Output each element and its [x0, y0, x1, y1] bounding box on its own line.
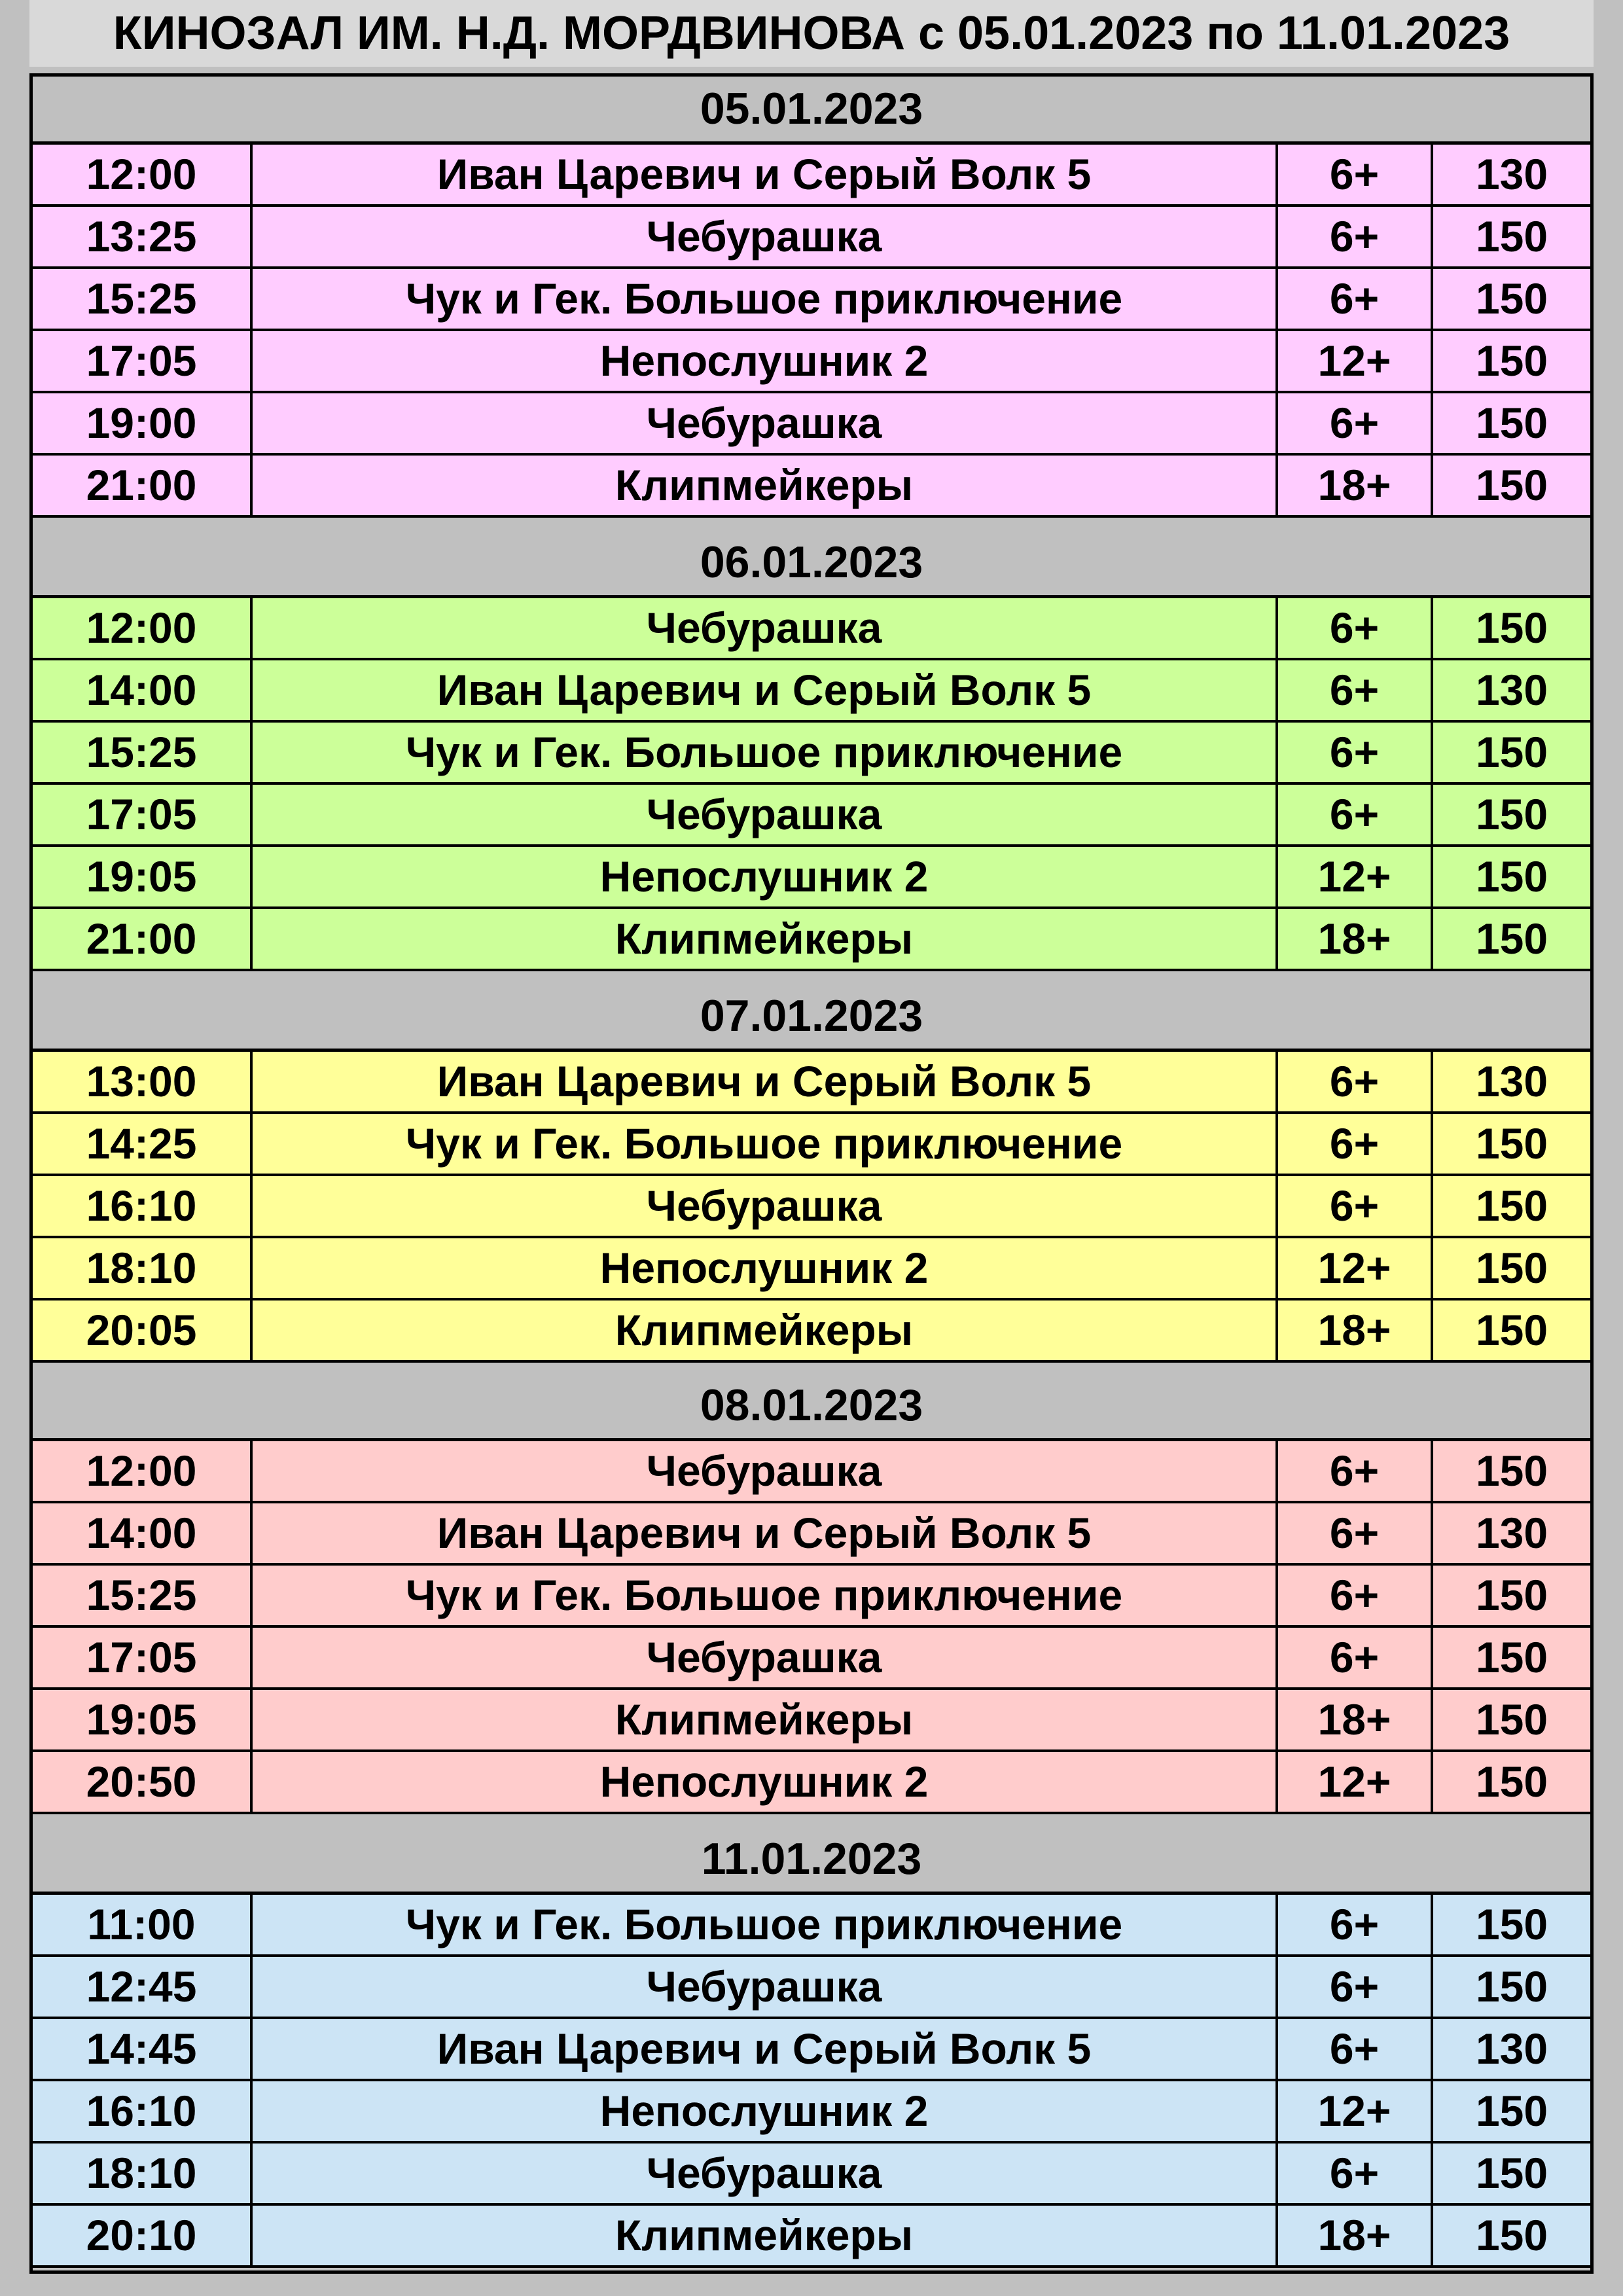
- table-row: [33, 1689, 1590, 1751]
- film-title: Непослушник 2: [251, 2080, 1277, 2142]
- ticket-price: 150: [1432, 1751, 1590, 1813]
- session-time: 14:45: [33, 2018, 251, 2080]
- ticket-price: 150: [1432, 1299, 1590, 1361]
- session-time: 12:00: [33, 143, 251, 206]
- table-row: [33, 1050, 1590, 1113]
- session-time: 12:45: [33, 1956, 251, 2018]
- film-title: Иван Царевич и Серый Волк 5: [251, 143, 1277, 206]
- film-title: Непослушник 2: [251, 846, 1277, 908]
- session-time: 17:05: [33, 1626, 251, 1689]
- age-rating: 6+: [1277, 268, 1432, 330]
- table-row: [33, 1237, 1590, 1299]
- ticket-price: 150: [1432, 783, 1590, 846]
- table-row: [33, 659, 1590, 721]
- table-row: [33, 2142, 1590, 2204]
- session-time: 19:05: [33, 846, 251, 908]
- table-row: [33, 1299, 1590, 1361]
- ticket-price: 150: [1432, 2080, 1590, 2142]
- age-rating: 6+: [1277, 143, 1432, 206]
- session-time: 13:25: [33, 206, 251, 268]
- film-title: Клипмейкеры: [251, 1299, 1277, 1361]
- ticket-price: 150: [1432, 2204, 1590, 2267]
- session-time: 20:10: [33, 2204, 251, 2267]
- age-rating: 6+: [1277, 1564, 1432, 1626]
- film-title: Иван Царевич и Серый Волк 5: [251, 2018, 1277, 2080]
- film-title: Чебурашка: [251, 1626, 1277, 1689]
- ticket-price: 150: [1432, 1440, 1590, 1503]
- day-table: [33, 1049, 1590, 1363]
- day-table: [33, 1438, 1590, 1814]
- film-title: Непослушник 2: [251, 330, 1277, 392]
- ticket-price: 130: [1432, 1050, 1590, 1113]
- ticket-price: 150: [1432, 597, 1590, 660]
- ticket-price: 150: [1432, 846, 1590, 908]
- ticket-price: 150: [1432, 1237, 1590, 1299]
- session-time: 18:10: [33, 1237, 251, 1299]
- age-rating: 6+: [1277, 206, 1432, 268]
- session-time: 11:00: [33, 1893, 251, 1956]
- day-header: 08.01.2023: [700, 1380, 923, 1430]
- film-title: Чебурашка: [251, 783, 1277, 846]
- schedule-title: КИНОЗАЛ ИМ. Н.Д. МОРДВИНОВА с 05.01.2023 по 11.01.2023: [29, 0, 1594, 67]
- age-rating: 6+: [1277, 597, 1432, 660]
- schedule-sheet: [29, 73, 1594, 2274]
- ticket-price: 150: [1432, 908, 1590, 970]
- day-header: 05.01.2023: [700, 84, 923, 134]
- film-title: Клипмейкеры: [251, 1689, 1277, 1751]
- table-row: [33, 721, 1590, 783]
- age-rating: 6+: [1277, 1502, 1432, 1564]
- age-rating: 6+: [1277, 1440, 1432, 1503]
- film-title: Чебурашка: [251, 1440, 1277, 1503]
- day-header: 06.01.2023: [700, 537, 923, 587]
- table-row: [33, 1626, 1590, 1689]
- film-title: Непослушник 2: [251, 1751, 1277, 1813]
- table-row: [33, 2018, 1590, 2080]
- session-time: 17:05: [33, 783, 251, 846]
- ticket-price: 150: [1432, 1564, 1590, 1626]
- session-time: 12:00: [33, 1440, 251, 1503]
- age-rating: 6+: [1277, 1893, 1432, 1956]
- ticket-price: 130: [1432, 1502, 1590, 1564]
- film-title: Чебурашка: [251, 1956, 1277, 2018]
- film-title: Иван Царевич и Серый Волк 5: [251, 659, 1277, 721]
- table-row: [33, 2080, 1590, 2142]
- table-row: [33, 206, 1590, 268]
- session-time: 15:25: [33, 721, 251, 783]
- ticket-price: 150: [1432, 268, 1590, 330]
- age-rating: 6+: [1277, 1626, 1432, 1689]
- film-title: Чебурашка: [251, 206, 1277, 268]
- age-rating: 12+: [1277, 330, 1432, 392]
- table-row: [33, 330, 1590, 392]
- ticket-price: 130: [1432, 2018, 1590, 2080]
- table-row: [33, 268, 1590, 330]
- age-rating: 6+: [1277, 659, 1432, 721]
- ticket-price: 150: [1432, 206, 1590, 268]
- ticket-price: 130: [1432, 143, 1590, 206]
- session-time: 14:00: [33, 659, 251, 721]
- day-table: [33, 595, 1590, 971]
- table-row: [33, 1751, 1590, 1813]
- film-title: Чук и Гек. Большое приключение: [251, 268, 1277, 330]
- film-title: Иван Царевич и Серый Волк 5: [251, 1050, 1277, 1113]
- session-time: 17:05: [33, 330, 251, 392]
- film-title: Клипмейкеры: [251, 454, 1277, 516]
- session-time: 13:00: [33, 1050, 251, 1113]
- ticket-price: 150: [1432, 1893, 1590, 1956]
- session-time: 14:25: [33, 1113, 251, 1175]
- film-title: Непослушник 2: [251, 1237, 1277, 1299]
- film-title: Чук и Гек. Большое приключение: [251, 1893, 1277, 1956]
- age-rating: 6+: [1277, 783, 1432, 846]
- age-rating: 18+: [1277, 454, 1432, 516]
- ticket-price: 150: [1432, 2142, 1590, 2204]
- table-row: [33, 1440, 1590, 1503]
- table-row: [33, 597, 1590, 660]
- table-row: [33, 783, 1590, 846]
- ticket-price: 150: [1432, 721, 1590, 783]
- film-title: Чук и Гек. Большое приключение: [251, 721, 1277, 783]
- ticket-price: 150: [1432, 1626, 1590, 1689]
- session-time: 12:00: [33, 597, 251, 660]
- session-time: 16:10: [33, 1175, 251, 1237]
- session-time: 14:00: [33, 1502, 251, 1564]
- film-title: Клипмейкеры: [251, 2204, 1277, 2267]
- age-rating: 6+: [1277, 1956, 1432, 2018]
- session-time: 20:50: [33, 1751, 251, 1813]
- session-time: 19:00: [33, 392, 251, 454]
- ticket-price: 150: [1432, 1956, 1590, 2018]
- ticket-price: 150: [1432, 454, 1590, 516]
- session-time: 21:00: [33, 454, 251, 516]
- age-rating: 18+: [1277, 1689, 1432, 1751]
- ticket-price: 150: [1432, 392, 1590, 454]
- film-title: Клипмейкеры: [251, 908, 1277, 970]
- age-rating: 18+: [1277, 2204, 1432, 2267]
- film-title: Чук и Гек. Большое приключение: [251, 1113, 1277, 1175]
- table-row: [33, 143, 1590, 206]
- film-title: Чук и Гек. Большое приключение: [251, 1564, 1277, 1626]
- table-row: [33, 392, 1590, 454]
- film-title: Чебурашка: [251, 2142, 1277, 2204]
- table-row: [33, 908, 1590, 970]
- table-row: [33, 1564, 1590, 1626]
- ticket-price: 150: [1432, 330, 1590, 392]
- table-row: [33, 846, 1590, 908]
- age-rating: 6+: [1277, 1175, 1432, 1237]
- film-title: Иван Царевич и Серый Волк 5: [251, 1502, 1277, 1564]
- day-header: 07.01.2023: [700, 991, 923, 1041]
- table-row: [33, 1175, 1590, 1237]
- session-time: 18:10: [33, 2142, 251, 2204]
- table-row: [33, 1893, 1590, 1956]
- ticket-price: 150: [1432, 1175, 1590, 1237]
- age-rating: 6+: [1277, 2142, 1432, 2204]
- age-rating: 12+: [1277, 1237, 1432, 1299]
- age-rating: 6+: [1277, 721, 1432, 783]
- ticket-price: 130: [1432, 659, 1590, 721]
- session-time: 15:25: [33, 268, 251, 330]
- film-title: Чебурашка: [251, 597, 1277, 660]
- table-row: [33, 1956, 1590, 2018]
- day-table: [33, 141, 1590, 518]
- table-row: [33, 2204, 1590, 2267]
- age-rating: 6+: [1277, 1050, 1432, 1113]
- age-rating: 12+: [1277, 1751, 1432, 1813]
- age-rating: 12+: [1277, 2080, 1432, 2142]
- film-title: Чебурашка: [251, 392, 1277, 454]
- day-table: [33, 1892, 1590, 2268]
- table-row: [33, 454, 1590, 516]
- session-time: 19:05: [33, 1689, 251, 1751]
- age-rating: 6+: [1277, 392, 1432, 454]
- table-row: [33, 1113, 1590, 1175]
- ticket-price: 150: [1432, 1113, 1590, 1175]
- age-rating: 18+: [1277, 1299, 1432, 1361]
- session-time: 15:25: [33, 1564, 251, 1626]
- age-rating: 6+: [1277, 2018, 1432, 2080]
- session-time: 16:10: [33, 2080, 251, 2142]
- session-time: 21:00: [33, 908, 251, 970]
- table-row: [33, 1502, 1590, 1564]
- age-rating: 6+: [1277, 1113, 1432, 1175]
- session-time: 20:05: [33, 1299, 251, 1361]
- film-title: Чебурашка: [251, 1175, 1277, 1237]
- age-rating: 18+: [1277, 908, 1432, 970]
- day-header: 11.01.2023: [701, 1834, 922, 1884]
- age-rating: 12+: [1277, 846, 1432, 908]
- ticket-price: 150: [1432, 1689, 1590, 1751]
